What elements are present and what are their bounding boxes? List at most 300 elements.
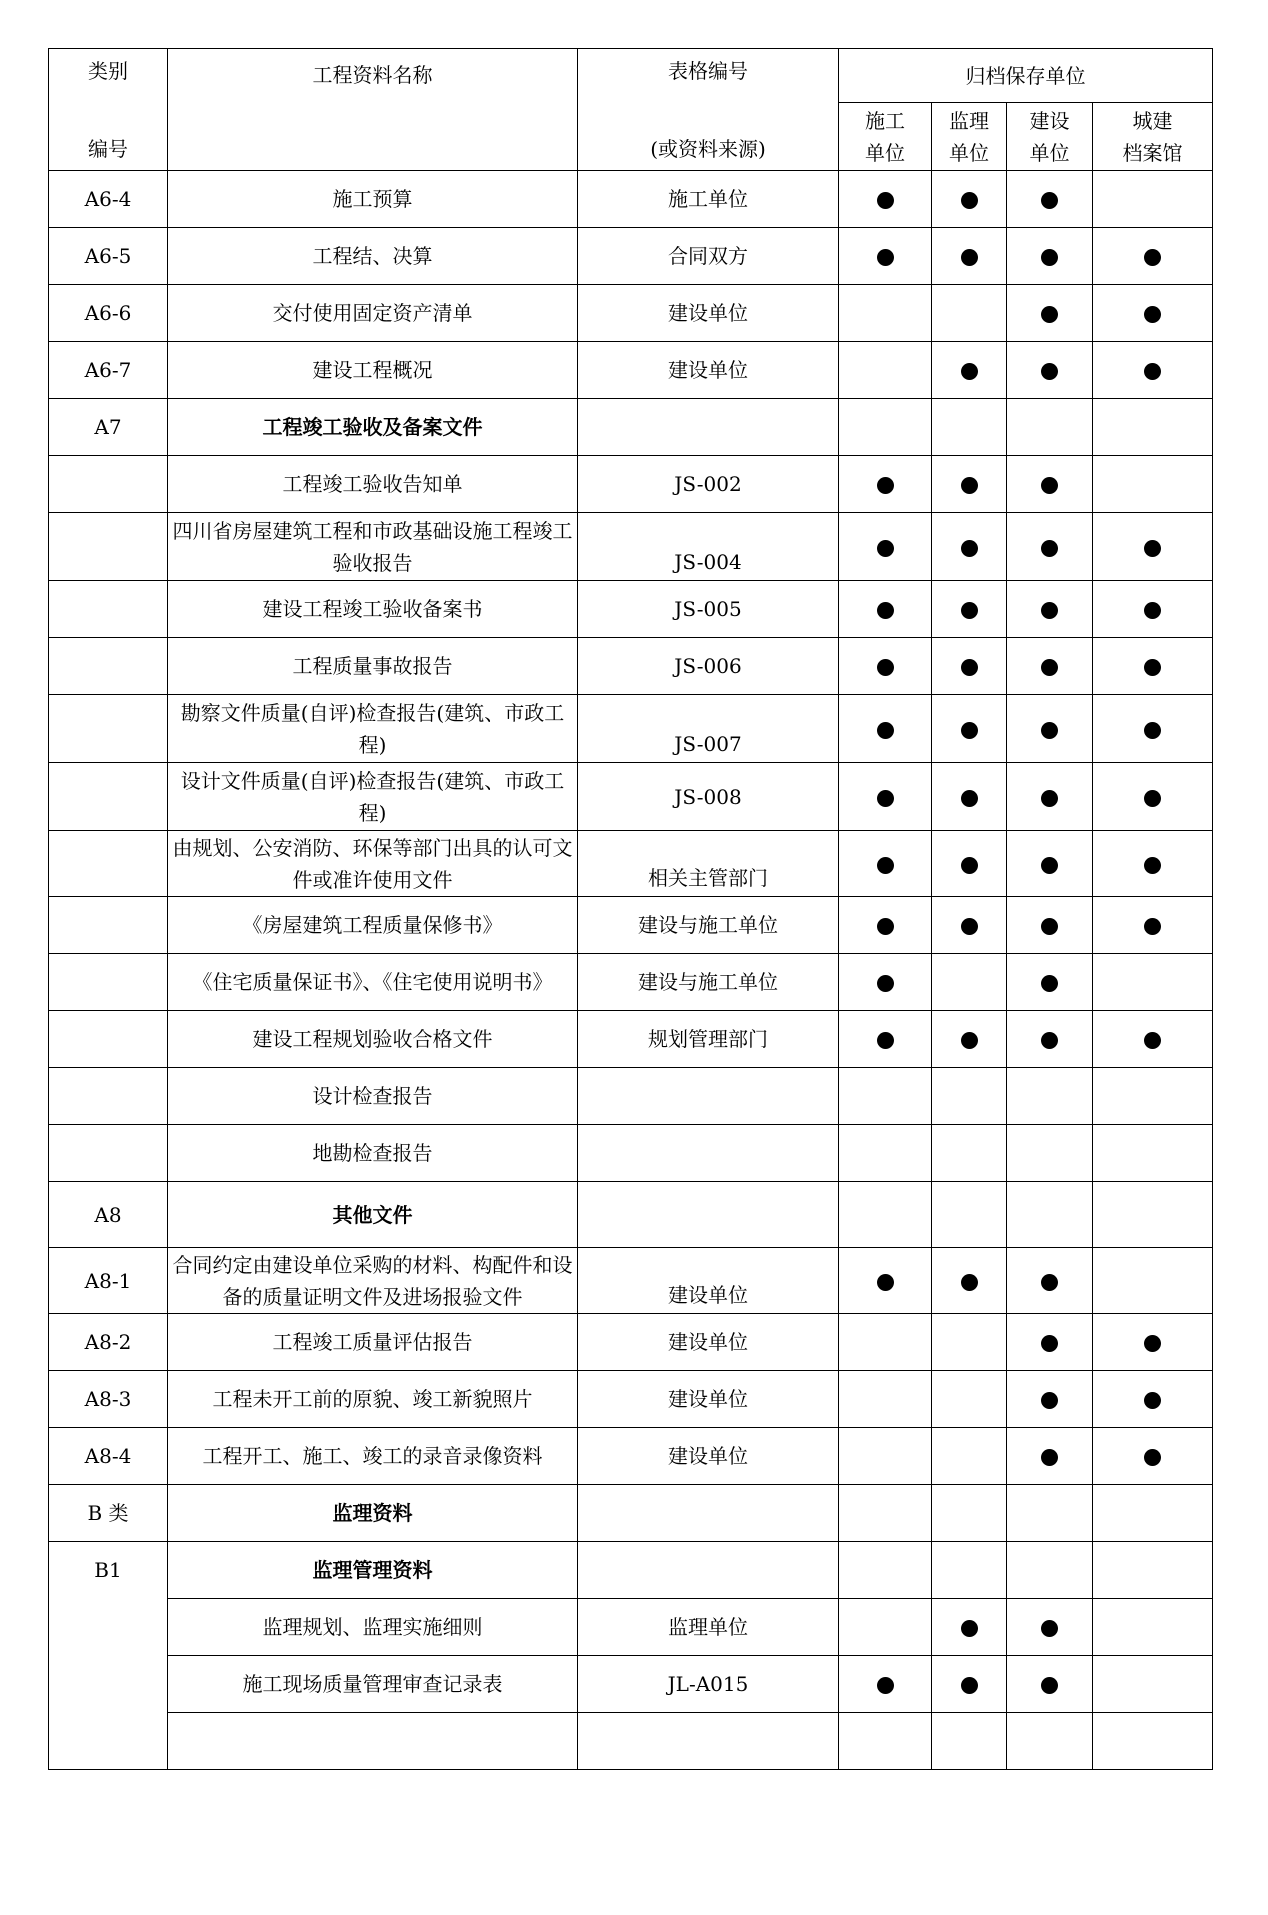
filled-dot-icon	[961, 1620, 978, 1637]
filled-dot-icon	[961, 790, 978, 807]
row-name: 工程结、决算	[168, 228, 578, 285]
row-name: 交付使用固定资产清单	[168, 285, 578, 342]
unit-line: 监理	[949, 108, 989, 133]
row-source	[578, 1125, 839, 1182]
mark-construction	[839, 1656, 932, 1713]
table-row	[49, 695, 1213, 763]
row-code	[49, 1125, 168, 1182]
filled-dot-icon	[1144, 659, 1161, 676]
mark-construction	[839, 1542, 932, 1599]
mark-archive	[1093, 1542, 1213, 1599]
mark-archive	[1093, 1182, 1213, 1248]
unit-line: 单位	[949, 140, 989, 165]
table-row	[49, 1125, 1213, 1182]
filled-dot-icon	[1144, 857, 1161, 874]
mark-owner	[1007, 513, 1093, 581]
mark-construction	[839, 513, 932, 581]
header-unit-archive	[1093, 103, 1213, 171]
filled-dot-icon	[877, 722, 894, 739]
table-row	[49, 1248, 1213, 1314]
mark-archive	[1093, 831, 1213, 897]
row-code	[49, 456, 168, 513]
header-category-bottom: 编号	[88, 136, 128, 161]
table-row	[49, 1599, 1213, 1656]
row-name: 工程未开工前的原貌、竣工新貌照片	[168, 1371, 578, 1428]
filled-dot-icon	[877, 1677, 894, 1694]
filled-dot-icon	[1144, 722, 1161, 739]
filled-dot-icon	[1041, 1449, 1058, 1466]
row-name: 监理规划、监理实施细则	[168, 1599, 578, 1656]
row-source: 建设单位	[578, 342, 839, 399]
row-source: 建设单位	[578, 1314, 839, 1371]
row-code	[49, 1011, 168, 1068]
mark-supervision	[932, 638, 1007, 695]
row-name	[168, 1713, 578, 1770]
filled-dot-icon	[877, 918, 894, 935]
filled-dot-icon	[961, 192, 978, 209]
row-code	[49, 954, 168, 1011]
mark-owner	[1007, 399, 1093, 456]
mark-construction	[839, 1011, 932, 1068]
row-source: JS-004	[578, 513, 839, 581]
mark-archive	[1093, 285, 1213, 342]
row-code: A8-1	[49, 1248, 168, 1314]
header-category-cell	[49, 49, 168, 171]
filled-dot-icon	[877, 1274, 894, 1291]
row-name: 《房屋建筑工程质量保修书》	[168, 897, 578, 954]
table-row	[49, 1485, 1213, 1542]
row-name: 施工现场质量管理审查记录表	[168, 1656, 578, 1713]
mark-supervision	[932, 1371, 1007, 1428]
mark-construction	[839, 897, 932, 954]
mark-owner	[1007, 456, 1093, 513]
table-row	[49, 1428, 1213, 1485]
filled-dot-icon	[1041, 1620, 1058, 1637]
row-name: 《住宅质量保证书》、《住宅使用说明书》	[168, 954, 578, 1011]
mark-supervision	[932, 1182, 1007, 1248]
mark-owner	[1007, 1599, 1093, 1656]
mark-construction	[839, 342, 932, 399]
row-source: 建设与施工单位	[578, 897, 839, 954]
filled-dot-icon	[877, 602, 894, 619]
row-code: A6-7	[49, 342, 168, 399]
mark-owner	[1007, 1656, 1093, 1713]
header-form-top: 表格编号	[668, 58, 748, 83]
row-code	[49, 1068, 168, 1125]
row-code	[49, 513, 168, 581]
mark-owner	[1007, 228, 1093, 285]
mark-owner	[1007, 1542, 1093, 1599]
header-row-1	[49, 49, 1213, 103]
row-code: A6-4	[49, 171, 168, 228]
filled-dot-icon	[1041, 363, 1058, 380]
mark-construction	[839, 581, 932, 638]
filled-dot-icon	[961, 659, 978, 676]
row-name: 地勘检查报告	[168, 1125, 578, 1182]
filled-dot-icon	[1041, 722, 1058, 739]
mark-archive	[1093, 897, 1213, 954]
row-name: 设计文件质量(自评)检查报告(建筑、市政工程)	[168, 763, 578, 831]
table-row	[49, 342, 1213, 399]
mark-construction	[839, 285, 932, 342]
header-unit-supervision	[932, 103, 1007, 171]
mark-archive	[1093, 1713, 1213, 1770]
row-name: 由规划、公安消防、环保等部门出具的认可文件或准许使用文件	[168, 831, 578, 897]
filled-dot-icon	[877, 477, 894, 494]
mark-owner	[1007, 342, 1093, 399]
mark-owner	[1007, 695, 1093, 763]
table-row	[49, 285, 1213, 342]
row-code	[49, 831, 168, 897]
mark-supervision	[932, 581, 1007, 638]
mark-archive	[1093, 1314, 1213, 1371]
mark-owner	[1007, 1314, 1093, 1371]
row-source: 建设单位	[578, 1428, 839, 1485]
header-name-cell	[168, 49, 578, 171]
filled-dot-icon	[1041, 1335, 1058, 1352]
unit-line: 单位	[1029, 140, 1070, 165]
header-unit-owner	[1007, 103, 1093, 171]
mark-archive	[1093, 1428, 1213, 1485]
mark-supervision	[932, 228, 1007, 285]
mark-archive	[1093, 1371, 1213, 1428]
mark-construction	[839, 1599, 932, 1656]
table-row	[49, 1713, 1213, 1770]
row-code	[49, 638, 168, 695]
filled-dot-icon	[1041, 249, 1058, 266]
mark-construction	[839, 399, 932, 456]
table-row	[49, 171, 1213, 228]
filled-dot-icon	[1144, 363, 1161, 380]
filled-dot-icon	[1041, 790, 1058, 807]
mark-supervision	[932, 954, 1007, 1011]
table-row	[49, 581, 1213, 638]
unit-line: 城建	[1132, 108, 1173, 133]
mark-owner	[1007, 1068, 1093, 1125]
row-name: 监理资料	[168, 1485, 578, 1542]
table-row	[49, 1182, 1213, 1248]
mark-construction	[839, 954, 932, 1011]
mark-archive	[1093, 695, 1213, 763]
mark-archive	[1093, 581, 1213, 638]
table-row	[49, 1656, 1213, 1713]
mark-supervision	[932, 1599, 1007, 1656]
filled-dot-icon	[1041, 659, 1058, 676]
mark-owner	[1007, 1371, 1093, 1428]
mark-construction	[839, 1428, 932, 1485]
table-row	[49, 1011, 1213, 1068]
mark-owner	[1007, 1428, 1093, 1485]
mark-archive	[1093, 171, 1213, 228]
filled-dot-icon	[1144, 790, 1161, 807]
mark-construction	[839, 228, 932, 285]
mark-construction	[839, 1314, 932, 1371]
filled-dot-icon	[877, 540, 894, 557]
row-name: 施工预算	[168, 171, 578, 228]
mark-supervision	[932, 456, 1007, 513]
unit-line: 建设	[1029, 108, 1070, 133]
mark-archive	[1093, 456, 1213, 513]
unit-line: 施工	[865, 108, 905, 133]
filled-dot-icon	[1144, 918, 1161, 935]
mark-owner	[1007, 1248, 1093, 1314]
row-source: 相关主管部门	[578, 831, 839, 897]
filled-dot-icon	[961, 602, 978, 619]
filled-dot-icon	[1144, 1335, 1161, 1352]
table-row	[49, 831, 1213, 897]
mark-owner	[1007, 581, 1093, 638]
table-row	[49, 954, 1213, 1011]
row-code	[49, 763, 168, 831]
row-code: B1	[49, 1542, 168, 1770]
mark-archive	[1093, 1068, 1213, 1125]
mark-archive	[1093, 1599, 1213, 1656]
table-row	[49, 1542, 1213, 1599]
row-code: A8-3	[49, 1371, 168, 1428]
mark-supervision	[932, 513, 1007, 581]
archive-table	[48, 48, 1213, 1770]
mark-owner	[1007, 285, 1093, 342]
mark-construction	[839, 1371, 932, 1428]
filled-dot-icon	[1041, 540, 1058, 557]
mark-supervision	[932, 1542, 1007, 1599]
mark-owner	[1007, 897, 1093, 954]
row-code: A8-2	[49, 1314, 168, 1371]
filled-dot-icon	[1041, 306, 1058, 323]
filled-dot-icon	[877, 249, 894, 266]
filled-dot-icon	[1041, 477, 1058, 494]
row-code	[49, 897, 168, 954]
filled-dot-icon	[1144, 1032, 1161, 1049]
header-form-bottom: (或资料来源)	[650, 136, 766, 161]
row-name: 建设工程概况	[168, 342, 578, 399]
table-row	[49, 399, 1213, 456]
filled-dot-icon	[877, 192, 894, 209]
filled-dot-icon	[961, 857, 978, 874]
filled-dot-icon	[1041, 602, 1058, 619]
row-source: 建设单位	[578, 1248, 839, 1314]
filled-dot-icon	[1144, 1449, 1161, 1466]
unit-line: 单位	[865, 140, 905, 165]
filled-dot-icon	[961, 1274, 978, 1291]
row-name: 合同约定由建设单位采购的材料、构配件和设备的质量证明文件及进场报验文件	[168, 1248, 578, 1314]
mark-supervision	[932, 171, 1007, 228]
mark-owner	[1007, 638, 1093, 695]
mark-construction	[839, 1248, 932, 1314]
row-source: JS-005	[578, 581, 839, 638]
row-source: JS-002	[578, 456, 839, 513]
table-row	[49, 513, 1213, 581]
filled-dot-icon	[877, 975, 894, 992]
header-archive-cell	[839, 49, 1213, 103]
row-name: 四川省房屋建筑工程和市政基础设施工程竣工验收报告	[168, 513, 578, 581]
filled-dot-icon	[877, 790, 894, 807]
mark-archive	[1093, 342, 1213, 399]
header-category-top: 类别	[88, 58, 128, 83]
row-code	[49, 581, 168, 638]
table-row	[49, 638, 1213, 695]
filled-dot-icon	[877, 659, 894, 676]
row-name: 工程竣工验收告知单	[168, 456, 578, 513]
filled-dot-icon	[1144, 602, 1161, 619]
filled-dot-icon	[961, 1032, 978, 1049]
filled-dot-icon	[1144, 249, 1161, 266]
row-source: JS-007	[578, 695, 839, 763]
filled-dot-icon	[1041, 192, 1058, 209]
header-name: 工程资料名称	[312, 63, 433, 87]
row-name: 工程质量事故报告	[168, 638, 578, 695]
row-name: 设计检查报告	[168, 1068, 578, 1125]
mark-construction	[839, 831, 932, 897]
row-name: 工程竣工验收及备案文件	[168, 399, 578, 456]
mark-construction	[839, 1068, 932, 1125]
mark-supervision	[932, 1713, 1007, 1770]
row-source: 合同双方	[578, 228, 839, 285]
row-source: 建设与施工单位	[578, 954, 839, 1011]
mark-archive	[1093, 638, 1213, 695]
row-code: A6-6	[49, 285, 168, 342]
filled-dot-icon	[1041, 857, 1058, 874]
mark-supervision	[932, 831, 1007, 897]
row-source	[578, 399, 839, 456]
row-source: JS-006	[578, 638, 839, 695]
mark-supervision	[932, 1248, 1007, 1314]
filled-dot-icon	[1144, 1392, 1161, 1409]
row-name: 建设工程竣工验收备案书	[168, 581, 578, 638]
row-code: A7	[49, 399, 168, 456]
row-source: JS-008	[578, 763, 839, 831]
filled-dot-icon	[1144, 540, 1161, 557]
mark-archive	[1093, 228, 1213, 285]
row-code: A8-4	[49, 1428, 168, 1485]
mark-supervision	[932, 1485, 1007, 1542]
filled-dot-icon	[961, 477, 978, 494]
mark-supervision	[932, 1656, 1007, 1713]
filled-dot-icon	[1041, 918, 1058, 935]
table-row	[49, 456, 1213, 513]
mark-construction	[839, 1125, 932, 1182]
mark-supervision	[932, 763, 1007, 831]
row-code: B 类	[49, 1485, 168, 1542]
filled-dot-icon	[961, 722, 978, 739]
mark-construction	[839, 763, 932, 831]
table-row	[49, 1068, 1213, 1125]
mark-archive	[1093, 513, 1213, 581]
filled-dot-icon	[961, 363, 978, 380]
mark-construction	[839, 1182, 932, 1248]
filled-dot-icon	[1041, 1032, 1058, 1049]
row-name: 监理管理资料	[168, 1542, 578, 1599]
mark-archive	[1093, 399, 1213, 456]
filled-dot-icon	[961, 1677, 978, 1694]
row-source: 施工单位	[578, 171, 839, 228]
mark-supervision	[932, 695, 1007, 763]
mark-archive	[1093, 954, 1213, 1011]
row-source	[578, 1485, 839, 1542]
row-name: 勘察文件质量(自评)检查报告(建筑、市政工程)	[168, 695, 578, 763]
mark-construction	[839, 1485, 932, 1542]
mark-owner	[1007, 1125, 1093, 1182]
filled-dot-icon	[1041, 1392, 1058, 1409]
mark-archive	[1093, 1485, 1213, 1542]
mark-owner	[1007, 831, 1093, 897]
row-source: 建设单位	[578, 1371, 839, 1428]
row-source	[578, 1182, 839, 1248]
filled-dot-icon	[1041, 975, 1058, 992]
filled-dot-icon	[961, 249, 978, 266]
mark-supervision	[932, 342, 1007, 399]
filled-dot-icon	[1041, 1677, 1058, 1694]
mark-construction	[839, 171, 932, 228]
mark-owner	[1007, 763, 1093, 831]
row-name: 工程竣工质量评估报告	[168, 1314, 578, 1371]
filled-dot-icon	[961, 918, 978, 935]
row-source	[578, 1713, 839, 1770]
mark-supervision	[932, 897, 1007, 954]
mark-construction	[839, 638, 932, 695]
row-source: 规划管理部门	[578, 1011, 839, 1068]
filled-dot-icon	[961, 540, 978, 557]
mark-owner	[1007, 954, 1093, 1011]
row-source	[578, 1068, 839, 1125]
mark-archive	[1093, 1656, 1213, 1713]
header-archive: 归档保存单位	[965, 63, 1086, 88]
unit-line: 档案馆	[1122, 140, 1183, 165]
mark-supervision	[932, 285, 1007, 342]
mark-archive	[1093, 763, 1213, 831]
row-code: A6-5	[49, 228, 168, 285]
table-body	[49, 49, 1213, 1770]
mark-archive	[1093, 1125, 1213, 1182]
table-row	[49, 897, 1213, 954]
header-unit-construction	[839, 103, 932, 171]
table-row	[49, 763, 1213, 831]
table-row	[49, 1371, 1213, 1428]
mark-construction	[839, 695, 932, 763]
filled-dot-icon	[877, 1032, 894, 1049]
mark-construction	[839, 456, 932, 513]
row-source: 监理单位	[578, 1599, 839, 1656]
row-name: 工程开工、施工、竣工的录音录像资料	[168, 1428, 578, 1485]
mark-owner	[1007, 1011, 1093, 1068]
mark-supervision	[932, 1125, 1007, 1182]
mark-supervision	[932, 1428, 1007, 1485]
mark-supervision	[932, 399, 1007, 456]
mark-owner	[1007, 171, 1093, 228]
mark-supervision	[932, 1068, 1007, 1125]
row-code: A8	[49, 1182, 168, 1248]
filled-dot-icon	[1041, 1274, 1058, 1291]
row-source: JL-A015	[578, 1656, 839, 1713]
mark-owner	[1007, 1713, 1093, 1770]
filled-dot-icon	[1144, 306, 1161, 323]
mark-archive	[1093, 1011, 1213, 1068]
row-source	[578, 1542, 839, 1599]
filled-dot-icon	[877, 857, 894, 874]
mark-owner	[1007, 1485, 1093, 1542]
mark-supervision	[932, 1314, 1007, 1371]
mark-construction	[839, 1713, 932, 1770]
row-source: 建设单位	[578, 285, 839, 342]
row-name: 其他文件	[168, 1182, 578, 1248]
mark-archive	[1093, 1248, 1213, 1314]
header-form-cell	[578, 49, 839, 171]
mark-supervision	[932, 1011, 1007, 1068]
mark-owner	[1007, 1182, 1093, 1248]
table-row	[49, 228, 1213, 285]
row-code	[49, 695, 168, 763]
row-name: 建设工程规划验收合格文件	[168, 1011, 578, 1068]
